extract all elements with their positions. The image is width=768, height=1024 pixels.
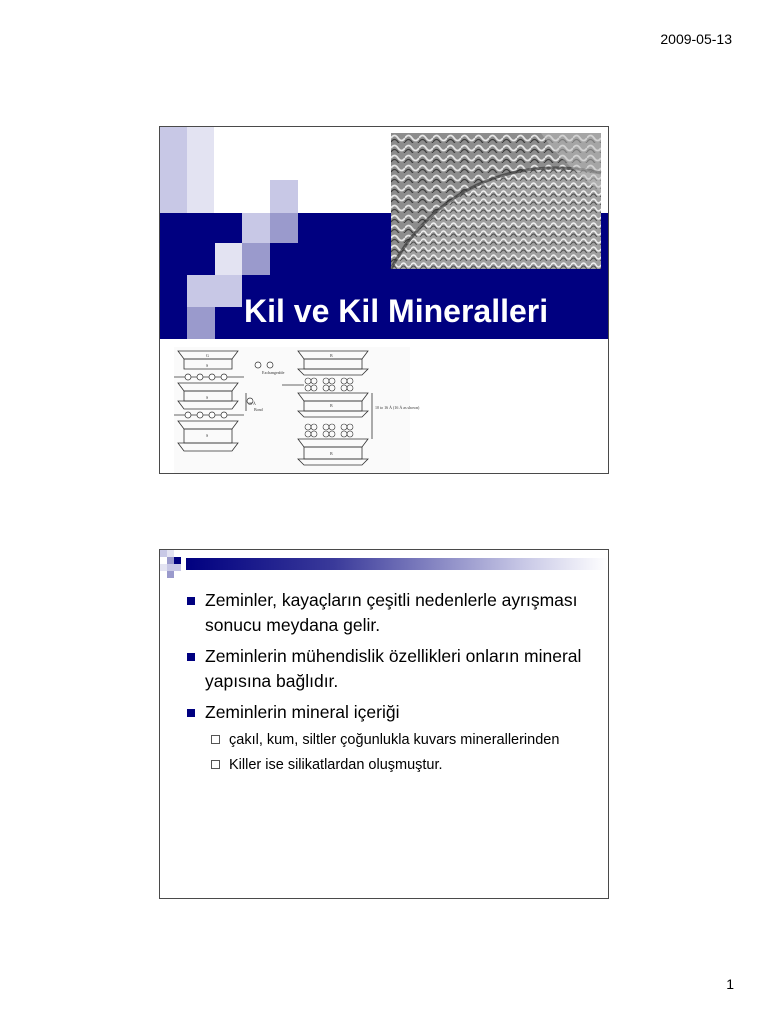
diagram-label: S bbox=[206, 433, 209, 438]
deco-square bbox=[242, 213, 270, 243]
page-number: 1 bbox=[726, 976, 734, 992]
diagram-label: B bbox=[330, 403, 333, 408]
sub-bullet-item: çakıl, kum, siltler çoğunlukla kuvars minerallerinden bbox=[184, 731, 594, 750]
deco-square bbox=[242, 243, 270, 275]
square-bullet-icon bbox=[187, 597, 195, 605]
square-bullet-icon bbox=[187, 653, 195, 661]
page-date: 2009-05-13 bbox=[660, 31, 732, 47]
diagram-label: Bond bbox=[254, 407, 263, 412]
deco-square bbox=[160, 127, 187, 213]
slide-content bbox=[159, 549, 609, 899]
deco-square bbox=[187, 275, 215, 307]
clay-micrograph-image bbox=[391, 133, 601, 269]
slide-body bbox=[184, 588, 594, 781]
deco-square bbox=[187, 127, 214, 213]
deco-square bbox=[270, 180, 298, 213]
bullet-item: Zeminlerin mineral içeriği bbox=[184, 700, 594, 725]
diagram-label: G bbox=[206, 353, 209, 358]
diagram-label: B bbox=[330, 451, 333, 456]
deco-square bbox=[215, 275, 242, 307]
hollow-square-bullet-icon bbox=[211, 735, 220, 744]
diagram-label: Exchangeable bbox=[262, 370, 285, 375]
slide-title bbox=[159, 126, 609, 474]
diagram-label: 10 to 16 Å (16 Å as shown) bbox=[375, 405, 420, 410]
diagram-label: B bbox=[330, 353, 333, 358]
clay-structure-diagram bbox=[174, 347, 420, 473]
diagram-label: 10 Å bbox=[248, 401, 256, 406]
deco-square bbox=[187, 307, 215, 339]
diagram-label: S bbox=[206, 395, 209, 400]
bullet-item: Zeminlerin mühendislik özellikleri onların mineral yapısına bağlıdır. bbox=[184, 644, 594, 694]
hollow-square-bullet-icon bbox=[211, 760, 220, 769]
deco-square bbox=[215, 243, 242, 275]
square-bullet-icon bbox=[187, 709, 195, 717]
slide-title-text: Kil ve Kil Mineralleri bbox=[244, 293, 549, 329]
corner-squares bbox=[160, 550, 188, 583]
sub-bullet-item: Killer ise silikatlardan oluşmuştur. bbox=[184, 756, 594, 775]
header-gradient-bar bbox=[186, 558, 608, 570]
diagram-label: S bbox=[206, 363, 209, 368]
bullet-item: Zeminler, kayaçların çeşitli nedenlerle ayrışması sonucu meydana gelir. bbox=[184, 588, 594, 638]
deco-square bbox=[270, 213, 298, 243]
